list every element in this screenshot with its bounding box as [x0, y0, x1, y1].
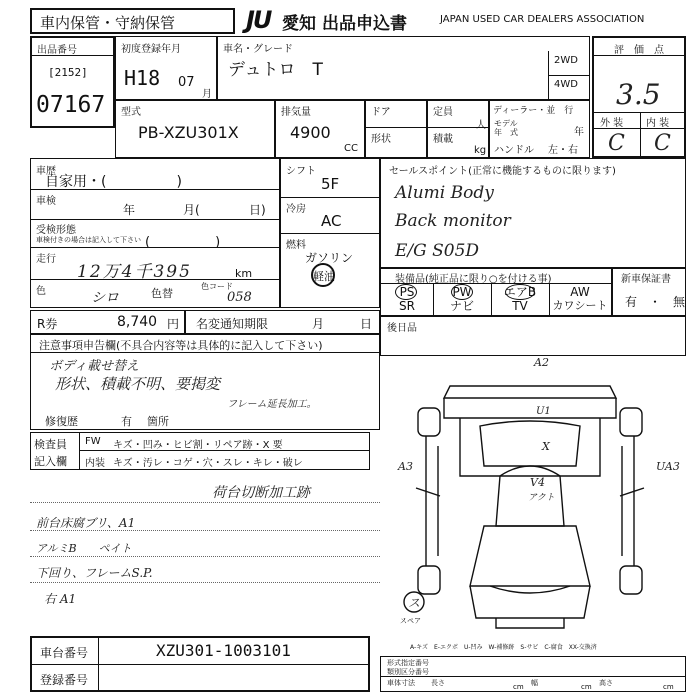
equipment-aw: AW [570, 285, 590, 299]
displacement-value: 4900 [290, 123, 331, 142]
shape-label: 形状 [371, 134, 391, 145]
inspector-note-4: 下回り、フレームS.P. [36, 566, 153, 580]
repair-label: 修復歴 [45, 415, 78, 428]
storage-label-box [30, 8, 235, 34]
storage-label: 車内保管・守納保管 [40, 14, 176, 32]
selling-point-line-1: Alumi Body [395, 183, 494, 203]
inspector-box [30, 432, 370, 470]
truck-diagram-outline [380, 356, 686, 652]
rating-label: 評 価 点 [614, 45, 664, 56]
notes-box [30, 334, 380, 430]
brand-logo: JU [246, 6, 271, 34]
recycle-unit: 円 [167, 317, 180, 331]
capacity-label: 定員 [433, 107, 453, 118]
warranty-label: 受検形態 [36, 225, 76, 236]
name-change-day-unit: 日 [360, 317, 373, 331]
color-code-label: 色コード [201, 282, 233, 291]
doors-label: ドア [371, 107, 391, 118]
repair-place: 箇所 [147, 415, 169, 428]
equipment-navi: ナビ [449, 299, 474, 313]
displacement-unit: CC [344, 143, 358, 154]
capacity-load-box [427, 100, 489, 158]
equipment-box [380, 268, 612, 316]
type-label: 型式 [121, 107, 141, 118]
new-car-warranty-label: 新車保証書 [621, 274, 671, 285]
chassis-label: 車台番号 [40, 646, 89, 660]
fw-label: FW [85, 436, 101, 447]
type-value: PB-XZU301X [138, 123, 239, 142]
notes-label: 注意事項申告欄(不具合内容等は具体的に記入して下さい) [39, 339, 323, 352]
model-label: 車名・グレード [223, 44, 293, 55]
aircon-label: 冷房 [286, 204, 306, 215]
registration-label: 初度登録年月 [121, 44, 181, 55]
entry-label: 記入欄 [34, 455, 67, 468]
shift-label: シフト [286, 166, 316, 177]
mileage-value: 12万4千395 [77, 262, 192, 282]
model-box [217, 36, 590, 100]
dealer-box [489, 100, 590, 158]
registration-month: 07 [178, 75, 195, 90]
inspector-label: 検査員 [34, 438, 67, 451]
inspection-year-unit: 年 [123, 203, 136, 217]
recycle-value: 8,740 [117, 314, 158, 330]
interior-check-label: 内装 [85, 458, 105, 469]
selling-point-line-3: E/G S05D [395, 241, 480, 261]
recycle-box [30, 310, 185, 334]
mark-x: X [542, 440, 550, 453]
interior-check-items: キズ・汚レ・コゲ・穴・スレ・キレ・破レ [113, 458, 303, 469]
dimensions-box [380, 656, 686, 692]
mark-right: UA3 [656, 460, 680, 473]
rating-interior-label: 内 装 [646, 118, 670, 129]
shift-value: 5F [321, 175, 340, 193]
inspector-note-3: アルミB ペイト [36, 542, 132, 555]
warranty-note: 車検付きの場合は記入して下さい [36, 236, 141, 244]
displacement-box [275, 100, 365, 158]
listing-number-label: 出品番号 [37, 45, 77, 56]
chassis-box [30, 636, 370, 692]
damage-legend: A-キズ E-エクボ U-凹み W-補修跡 S-サビ C-腐食 XX-交換済 [410, 644, 597, 651]
brand-region: 愛知 [282, 14, 316, 34]
listing-sub-number: [2152] [48, 66, 88, 79]
mileage-unit: km [235, 267, 253, 280]
rating-exterior-label: 外 装 [600, 118, 624, 129]
rear-items-box [380, 316, 686, 356]
note-line-2: 形状、積載不明、要掲変 [55, 375, 221, 393]
load-label: 積載 [433, 134, 453, 145]
category-label: 類別区分番号 [387, 668, 429, 676]
mark-left: A3 [398, 460, 413, 473]
model-name: デュトロ T [228, 60, 323, 80]
damage-diagram [380, 356, 686, 652]
height-label: 高さ [599, 679, 613, 687]
chassis-value: XZU301-1003101 [156, 641, 291, 660]
dealer-label: ディーラー・並 行 [493, 106, 574, 116]
fuel-circled: 軽油 [313, 270, 335, 283]
new-car-warranty-options: 有 ・ 無 [625, 295, 686, 309]
spare-label: スペア [400, 617, 421, 625]
name-change-month-unit: 月 [312, 317, 325, 331]
fuel-label: 燃料 [286, 240, 306, 251]
registration-month-unit: 月 [202, 89, 212, 100]
color-code: 058 [227, 290, 252, 305]
capacity-unit: 人 [476, 120, 486, 131]
equipment-ps: PS [399, 285, 415, 299]
rear-items-label: 後日品 [387, 323, 417, 334]
height-unit: cm [663, 683, 674, 691]
color-label: 色 [36, 286, 46, 297]
fw-items: キズ・凹み・ヒビ割・リペア跡・X 要 [113, 440, 283, 451]
rating-score: 3.5 [616, 78, 661, 111]
history-value: 自家用・( ) [45, 174, 182, 190]
drive-2wd: 2WD [554, 55, 578, 66]
model-spec-label: 形式指定番号 [387, 659, 429, 667]
registration-era-year: H18 [124, 66, 161, 90]
association-name: JAPAN USED CAR DEALERS ASSOCIATION [440, 14, 645, 25]
displacement-label: 排気量 [281, 107, 311, 118]
equipment-airbag: エアB [503, 285, 537, 299]
length-label: 長さ [431, 679, 445, 687]
model-year-label: モデル年 式 [494, 119, 518, 137]
fuel-value: ガソリン [305, 251, 354, 265]
inspection-day-unit: 日) [249, 203, 266, 217]
inspection-month-unit: 月( [183, 203, 200, 217]
name-change-box [185, 310, 380, 334]
width-label: 幅 [531, 679, 538, 687]
recycle-label: R券 [37, 317, 58, 331]
selling-points-label: セールスポイント(正常に機能するものに限ります) [389, 166, 616, 177]
type-box [115, 100, 275, 158]
inspector-note-5: 右 A1 [44, 592, 77, 606]
warranty-value: ( ) [145, 235, 221, 250]
load-unit: kg [474, 145, 487, 156]
doors-shape-box [365, 100, 427, 158]
history-box [30, 158, 280, 308]
drive-4wd: 4WD [554, 79, 578, 90]
aircon-value: AC [321, 212, 342, 230]
handle-options: 左・右 [548, 145, 578, 156]
length-unit: cm [513, 683, 524, 691]
mark-note: アクト [528, 493, 555, 503]
model-year-unit: 年 [574, 127, 584, 138]
equipment-sr: SR [399, 299, 415, 313]
repair-value: 有 [121, 415, 132, 428]
color-value: シロ [91, 290, 119, 306]
form-title: 出品申込書 [322, 14, 407, 34]
registration-box [115, 36, 217, 100]
mark-v4: V4 [530, 476, 545, 489]
width-unit: cm [581, 683, 592, 691]
body-dimension-label: 車体寸法 [387, 679, 415, 687]
rating-box [592, 36, 686, 158]
color-repaint-label: 色替 [151, 287, 173, 300]
spare-mark: ス [408, 596, 421, 610]
rating-interior: C [654, 131, 671, 156]
equipment-label: 装備品(純正品に限り○を付ける事) [395, 274, 552, 285]
mark-top: A2 [534, 356, 549, 369]
listing-number: 07167 [36, 92, 106, 118]
history-label: 車歴 [36, 166, 56, 177]
handle-label: ハンドル [494, 145, 534, 156]
listing-number-box [30, 36, 115, 128]
inspector-note-2: 前台床腐ブリ、A1 [36, 516, 136, 530]
selling-points-box [380, 158, 686, 268]
inspector-notes-area [30, 470, 380, 610]
note-line-1: ボディ載せ替え [49, 359, 139, 374]
selling-point-line-2: Back monitor [395, 211, 511, 231]
registration-number-label: 登録番号 [40, 673, 89, 687]
equipment-pw: PW [452, 285, 472, 299]
note-line-3: フレーム延長加工。 [227, 399, 317, 410]
equipment-tv: TV [512, 299, 528, 313]
shift-box [280, 158, 380, 308]
equipment-leather-seat: カワシート [552, 299, 608, 312]
new-car-warranty-box [612, 268, 686, 316]
inspector-note-1: 荷台切断加工跡 [212, 485, 310, 501]
inspection-label: 車検 [36, 196, 56, 207]
mileage-label: 走行 [36, 254, 56, 265]
rating-exterior: C [608, 131, 625, 156]
name-change-label: 名変通知期限 [196, 317, 269, 331]
mark-u1: U1 [536, 406, 551, 417]
